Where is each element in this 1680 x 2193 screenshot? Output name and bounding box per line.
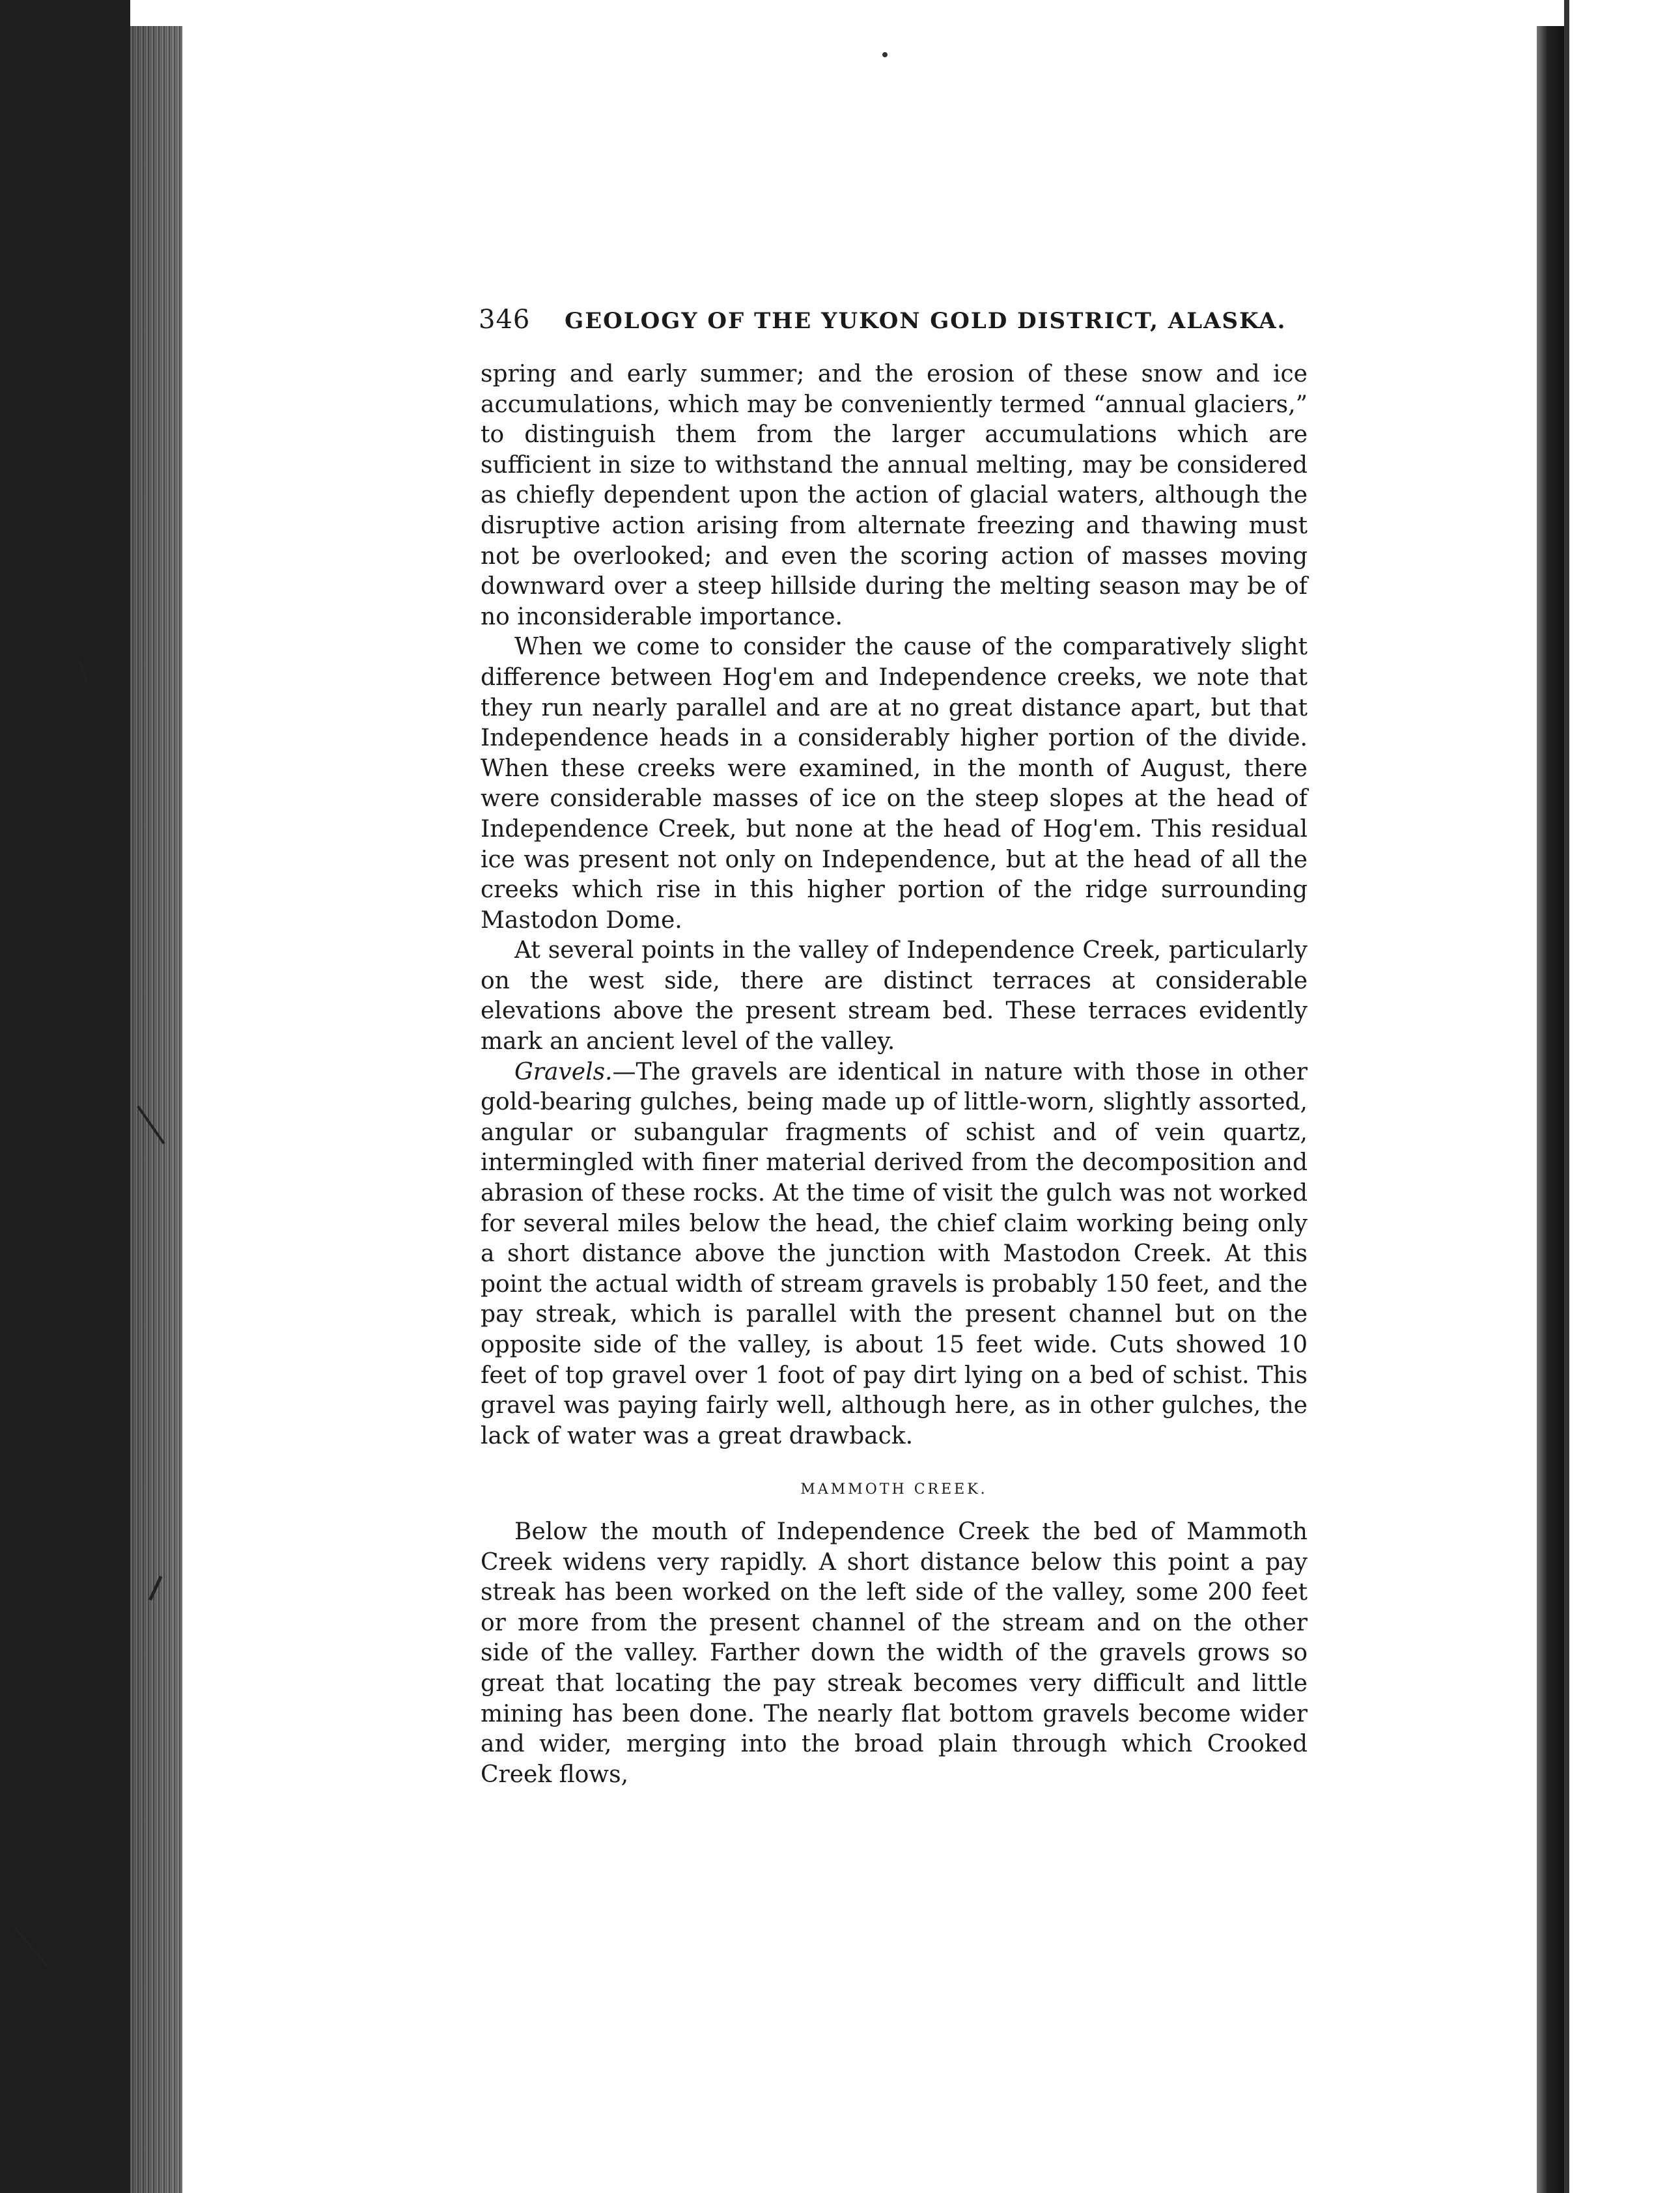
scanner-background <box>0 0 130 2193</box>
facing-page-border <box>1564 0 1569 2193</box>
section-body-text <box>481 1517 1308 1790</box>
running-title: GEOLOGY OF THE YUKON GOLD DISTRICT, ALASKA. <box>565 308 1287 334</box>
page-top-margin <box>182 0 1537 26</box>
running-head <box>479 305 1306 335</box>
paragraph <box>481 1057 1308 1452</box>
book-gutter <box>1537 26 1564 2193</box>
paragraph-body: —The gravels are identical in nature with those in other gold-bearing gulches, being made up of little-worn, slightly assorted, angular or subangular fragments of schist and of vein quartz, intermingled with finer material derived from the decomposition and abrasion of these rocks. At the time of visit the gulch was not worked for several miles below the head, the chief claim working being only a short distance above the junction with Mastodon Creek. At this point the actual width of stream gravels is probably 150 feet, and the pay streak, which is parallel with the present channel but on the opposite side of the valley, is about 15 feet wide. Cuts showed 10 feet of top gravel over 1 foot of pay dirt lying on a bed of schist. This gravel was paying fairly well, although here, as in other gulches, the lack of water was a great drawback. <box>481 1058 1308 1449</box>
paragraph: At several points in the valley of Independence Creek, particularly on the west side, there are distinct terraces at considerable elevations above the present stream bed. These terraces evidently mark an ancient level of the valley. <box>481 937 1308 1055</box>
facing-page-edge <box>1564 0 1680 2193</box>
section-heading: MAMMOTH CREEK. <box>800 1481 988 1498</box>
paragraph: spring and early summer; and the erosion of these snow and ice accumulations, which may be conveniently termed “annual glaciers,” to distinguish them from the larger accumulations which are sufficient in size to withstand the annual melting, may be considered as chiefly dependent upon the action of glacial waters, although the disruptive action arising from alternate freezing and thawing must not be overlooked; and even the scoring action of masses moving downward over a steep hillside during the melting season may be of no inconsiderable importance. <box>481 361 1308 630</box>
paragraph: When we come to consider the cause of the comparatively slight difference between Hog'em and Independence creeks, we note that they run nearly parallel and are at no great distance apart, but that Independence heads in a considerably higher portion of the divide. When these creeks were examined, in the month of August, there were considerable masses of ice on the steep slopes at the head of Independence Creek, but none at the head of Hog'em. This residual ice was present not only on Independence, but at the head of all the creeks which rise in this higher portion of the ridge surrounding Mastodon Dome. <box>481 634 1308 934</box>
page-number: 346 <box>479 305 531 335</box>
italic-lead: Gravels. <box>514 1058 613 1085</box>
paragraph: Below the mouth of Independence Creek the bed of Mammoth Creek widens very rapidly. A short distance below this point a pay streak has been worked on the left side of the valley, some 200 feet or more from the present channel of the stream and on the other side of the valley. Farther down the width of the gravels grows so great that locating the pay streak becomes very difficult and little mining has been done. The nearly flat bottom gravels become wider and wider, merging into the broad plain through which Crooked Creek flows, <box>481 1518 1308 1788</box>
body-text <box>481 359 1308 1451</box>
ink-speck <box>882 52 888 57</box>
